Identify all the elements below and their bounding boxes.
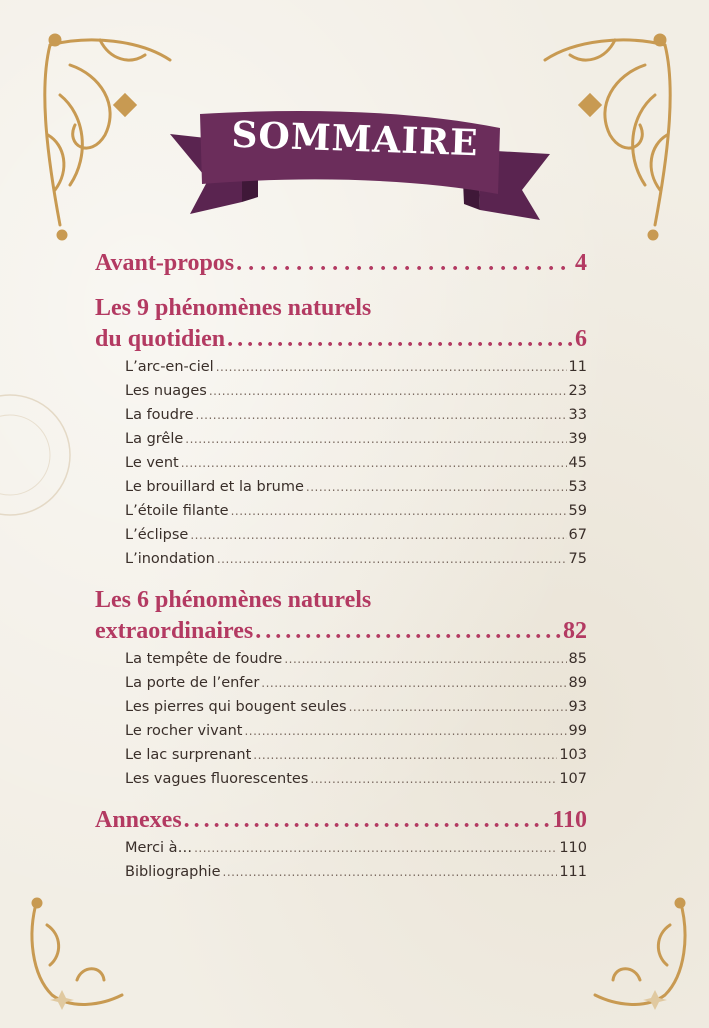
toc-item-page: 85: [568, 651, 587, 667]
faint-circle-ornament: [0, 380, 90, 530]
dot-leader: [185, 427, 566, 451]
section-title-line: Les 9 phénomènes naturels: [95, 295, 372, 321]
dot-leader: [194, 836, 557, 860]
toc-item-label: Les nuages: [125, 383, 207, 399]
dot-leader: [244, 719, 566, 743]
dot-leader: [349, 695, 567, 719]
toc-item-label: L’inondation: [125, 551, 215, 567]
dot-leader: [284, 647, 566, 671]
toc-entry-page: 82: [563, 618, 587, 644]
toc-item-label: Le lac surprenant: [125, 747, 252, 763]
dot-leader: [196, 403, 567, 427]
dot-leader: [184, 805, 551, 836]
toc-item-page: 93: [568, 699, 587, 715]
toc-item-page: 53: [568, 479, 587, 495]
toc-item[interactable]: [95, 403, 587, 427]
toc-item-page: 59: [568, 503, 587, 519]
toc-item-label: Le vent: [125, 455, 179, 471]
toc-item-label: La porte de l’enfer: [125, 675, 260, 691]
toc-item-page: 110: [559, 840, 587, 856]
toc-item[interactable]: [95, 860, 587, 884]
toc-entry-page: 4: [575, 250, 587, 276]
toc-item[interactable]: [95, 451, 587, 475]
dot-leader: [223, 860, 558, 884]
dot-leader: [190, 523, 566, 547]
dot-leader: [216, 355, 567, 379]
toc-item-page: 33: [568, 407, 587, 423]
toc-entry-label: Annexes: [95, 807, 182, 833]
toc-item[interactable]: [95, 743, 587, 767]
toc-item[interactable]: [95, 427, 587, 451]
toc-item[interactable]: [95, 695, 587, 719]
toc-item-page: 75: [568, 551, 587, 567]
toc-item-label: L’étoile filante: [125, 503, 229, 519]
toc-entry-section-2[interactable]: [95, 616, 587, 647]
dot-leader: [261, 671, 566, 695]
toc-item[interactable]: [95, 547, 587, 571]
page-title: SOMMAIRE: [230, 113, 480, 165]
toc-item[interactable]: [95, 355, 587, 379]
toc-item[interactable]: [95, 647, 587, 671]
dot-leader: [253, 743, 557, 767]
toc-item-page: 107: [559, 771, 587, 787]
toc-entry-annexes[interactable]: [95, 805, 587, 836]
dot-leader: [306, 475, 567, 499]
dot-leader: [231, 499, 567, 523]
toc-item-page: 89: [568, 675, 587, 691]
section-title-line: Les 6 phénomènes naturels: [95, 587, 372, 613]
toc-item-page: 11: [568, 359, 587, 375]
dot-leader: [255, 616, 561, 647]
toc-item-label: La grêle: [125, 431, 184, 447]
toc-entry-label: Avant-propos: [95, 250, 235, 276]
dot-leader: [227, 324, 573, 355]
toc-item[interactable]: [95, 836, 587, 860]
toc-item-label: La tempête de foudre: [125, 651, 283, 667]
toc-entry-section-1[interactable]: [95, 324, 587, 355]
toc-item-page: 45: [568, 455, 587, 471]
dot-leader: [209, 379, 567, 403]
bottom-right-flourish-icon: [585, 895, 695, 1015]
dot-leader: [310, 767, 557, 791]
toc-item-label: Bibliographie: [125, 864, 221, 880]
toc-item-page: 103: [559, 747, 587, 763]
toc-item-label: L’arc-en-ciel: [125, 359, 214, 375]
toc-item-page: 23: [568, 383, 587, 399]
toc-item[interactable]: [95, 671, 587, 695]
toc-entry-page: 110: [552, 807, 587, 833]
toc-entry-page: 6: [575, 326, 587, 352]
table-of-contents: [95, 248, 587, 884]
toc-item[interactable]: [95, 475, 587, 499]
toc-item-label: La foudre: [125, 407, 194, 423]
toc-entry-label: du quotidien: [95, 326, 226, 352]
bottom-left-flourish-icon: [22, 895, 132, 1015]
toc-entry-label: extraordinaires: [95, 618, 254, 644]
toc-item-label: Merci à…: [125, 840, 193, 856]
toc-item-page: 39: [568, 431, 587, 447]
toc-item-label: Les vagues fluorescentes: [125, 771, 309, 787]
dot-leader: [236, 248, 573, 279]
toc-entry-avant-propos[interactable]: [95, 248, 587, 279]
toc-item[interactable]: [95, 767, 587, 791]
toc-item-page: 67: [568, 527, 587, 543]
toc-item-page: 99: [568, 723, 587, 739]
toc-item-label: L’éclipse: [125, 527, 189, 543]
toc-item[interactable]: [95, 499, 587, 523]
toc-item-label: Les pierres qui bougent seules: [125, 699, 347, 715]
toc-item-label: Le rocher vivant: [125, 723, 243, 739]
toc-item-label: Le brouillard et la brume: [125, 479, 304, 495]
toc-item-page: 111: [559, 864, 587, 880]
toc-item[interactable]: [95, 719, 587, 743]
toc-item[interactable]: [95, 523, 587, 547]
toc-item[interactable]: [95, 379, 587, 403]
dot-leader: [217, 547, 567, 571]
dot-leader: [181, 451, 567, 475]
